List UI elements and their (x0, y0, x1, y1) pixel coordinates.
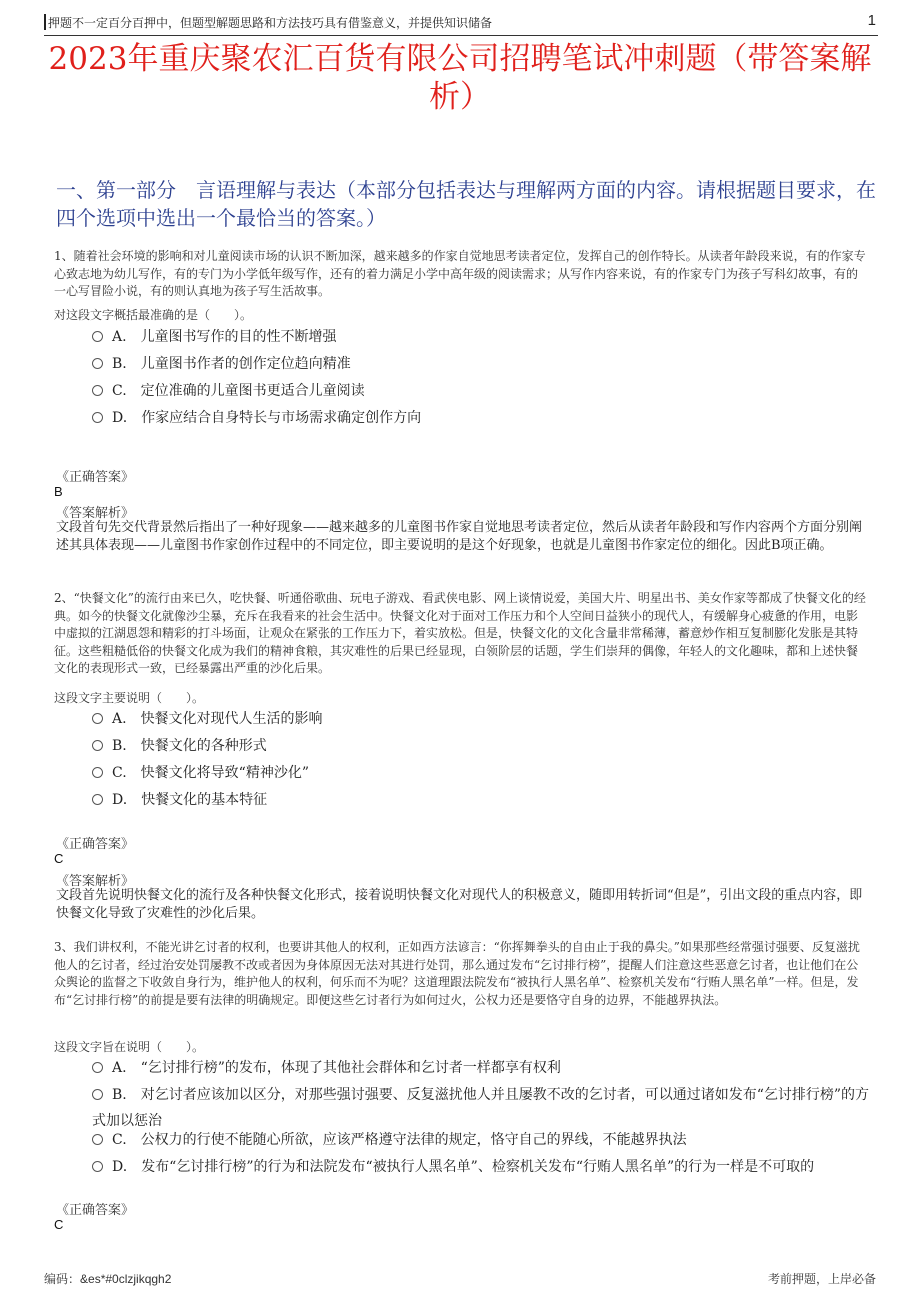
question-2-prompt: 这段文字主要说明（ ）。 (54, 691, 205, 705)
radio-button-icon[interactable] (92, 331, 103, 342)
page-header (44, 12, 878, 36)
question-3-answer: C (54, 1217, 64, 1232)
question-1-option-b[interactable]: B. 儿童图书作者的创作定位趋向精准 (92, 351, 872, 377)
section-heading: 一、第一部分 言语理解与表达（本部分包括表达与理解两方面的内容。请根据题目要求，在四个选项中选出一个最恰当的答案。） (56, 178, 876, 230)
question-3-prompt: 这段文字旨在说明（ ）。 (54, 1040, 205, 1054)
radio-button-icon[interactable] (92, 412, 103, 423)
question-2-option-d[interactable]: D. 快餐文化的基本特征 (92, 787, 872, 813)
question-2-option-b[interactable]: B. 快餐文化的各种形式 (92, 733, 872, 759)
question-3-option-d[interactable]: D. 发布“乞讨排行榜”的行为和法院发布“被执行人黑名单”、检察机关发布“行贿人黑名单”的行为一样是不可取的 (92, 1154, 872, 1180)
question-3-answer-label: 《正确答案》 (56, 1203, 135, 1218)
question-2-answer: C (54, 851, 64, 866)
question-3-option-a[interactable]: A. “乞讨排行榜”的发布，体现了其他社会群体和乞讨者一样都享有权利 (92, 1055, 872, 1081)
radio-button-icon[interactable] (92, 767, 103, 778)
radio-button-icon[interactable] (92, 1089, 103, 1100)
question-1-prompt: 对这段文字概括最准确的是（ ）。 (54, 308, 253, 322)
radio-button-icon[interactable] (92, 1134, 103, 1145)
footer-code: 编码：&es*#0clzjikqgh2 (44, 1272, 172, 1286)
header-note: 押题不一定百分百押中，但题型解题思路和方法技巧具有借鉴意义，并提供知识储备 (48, 16, 493, 30)
radio-button-icon[interactable] (92, 740, 103, 751)
question-1-analysis: 文段首句先交代背景然后指出了一种好现象——越来越多的儿童图书作家自觉地思考读者定位，然后从读者年龄段和写作内容两个方面分别阐述其具体表现——儿童图书作家创作过程中的不同定位，即主要说明的是这个好现象，也就是儿童图书作家定位的细化。因此B项正确。 (56, 520, 863, 553)
question-3-text: 3、我们讲权利，不能光讲乞讨者的权利，也要讲其他人的权利，正如西方法谚言：“你挥舞拳头的自由止于我的鼻尖。”如果那些经常强讨强要、反复滋扰他人的乞讨者，经过治安处罚屡教不改或者因为身体原因无法对其进行处罚，那么通过发布“乞讨排行榜”，提醒人们注意这些恶意乞讨者，也让他们在公众舆论的监督之下收敛自身行为，维护他人的权利，何乐而不为呢？这道理跟法院发布“被执行人黑名单”、检察机关发布“行贿人黑名单”一样。但是，发布“乞讨排行榜”的前提是要有法律的明确规定。即便这些乞讨者行为如何过火，公权力还是要恪守自身的边界，不能越界执法。 (54, 940, 860, 1007)
question-2-analysis-label: 《答案解析》 (56, 874, 135, 889)
question-1-answer-label: 《正确答案》 (56, 470, 135, 485)
radio-button-icon[interactable] (92, 358, 103, 369)
question-1-answer: B (54, 484, 63, 499)
question-2-option-a[interactable]: A. 快餐文化对现代人生活的影响 (92, 706, 872, 732)
radio-button-icon[interactable] (92, 1062, 103, 1073)
radio-button-icon[interactable] (92, 794, 103, 805)
question-1-option-a[interactable]: A. 儿童图书写作的目的性不断增强 (92, 324, 872, 350)
question-2-text: 2、“快餐文化”的流行由来已久，吃快餐、听通俗歌曲、玩电子游戏、看武侠电影、网上谈情说爱，美国大片、明星出书、美女作家等都成了快餐文化的经典。如今的快餐文化就像沙尘暴，充斥在我看来的社会生活中。快餐文化对于面对工作压力和个人空间日益狭小的现代人，有缓解身心疲惫的作用，电影中虚拟的江湖恩怨和精彩的打斗场面，让观众在紧张的工作压力下，着实放松。但是，快餐文化的文化含量非常稀薄，蓄意炒作相互复制膨化发胀是其特征。这些粗糙低俗的快餐文化成为我们的精神食粮，其灾难性的后果已经显现，白领阶层的话题，学生们崇拜的偶像，年轻人的文化趣味，都和上述快餐文化的表现形式一致，已经暴露出严重的沙化后果。 (54, 591, 866, 675)
page-number: 1 (867, 12, 876, 29)
radio-button-icon[interactable] (92, 385, 103, 396)
question-2-answer-label: 《正确答案》 (56, 837, 135, 852)
question-3-option-c[interactable]: C. 公权力的行使不能随心所欲，应该严格遵守法律的规定，恪守自己的界线，不能越界执法 (92, 1127, 872, 1153)
question-1-analysis-label: 《答案解析》 (56, 506, 135, 521)
question-2-option-c[interactable]: C. 快餐文化将导致“精神沙化” (92, 760, 872, 786)
footer-slogan: 考前押题，上岸必备 (767, 1272, 876, 1286)
document-title: 2023年重庆聚农汇百货有限公司招聘笔试冲刺题（带答案解析） (48, 41, 872, 115)
radio-button-icon[interactable] (92, 1161, 103, 1172)
question-2-analysis: 文段首先说明快餐文化的流行及各种快餐文化形式，接着说明快餐文化对现代人的积极意义，随即用转折词“但是”，引出文段的重点内容，即快餐文化导致了灾难性的沙化后果。 (56, 888, 863, 921)
question-3-option-b[interactable]: B. 对乞讨者应该加以区分，对那些强讨强要、反复滋扰他人并且屡教不改的乞讨者，可以通过诸如发布“乞讨排行榜”的方式加以惩治 (92, 1087, 870, 1129)
question-1-option-d[interactable]: D. 作家应结合自身特长与市场需求确定创作方向 (92, 405, 872, 431)
radio-button-icon[interactable] (92, 713, 103, 724)
question-1-text: 1、随着社会环境的影响和对儿童阅读市场的认识不断加深，越来越多的作家自觉地思考读者定位，发挥自己的创作特长。从读者年龄段来说，有的作家专心致志地为幼儿写作，有的专门为小学低年级写作，还有的着力满足小学中高年级的阅读需求；从写作内容来说，有的作家专门为孩子写科幻故事，有的一心写冒险小说，有的则认真地为孩子写生活故事。 (54, 249, 866, 298)
question-1-option-c[interactable]: C. 定位准确的儿童图书更适合儿童阅读 (92, 378, 872, 404)
